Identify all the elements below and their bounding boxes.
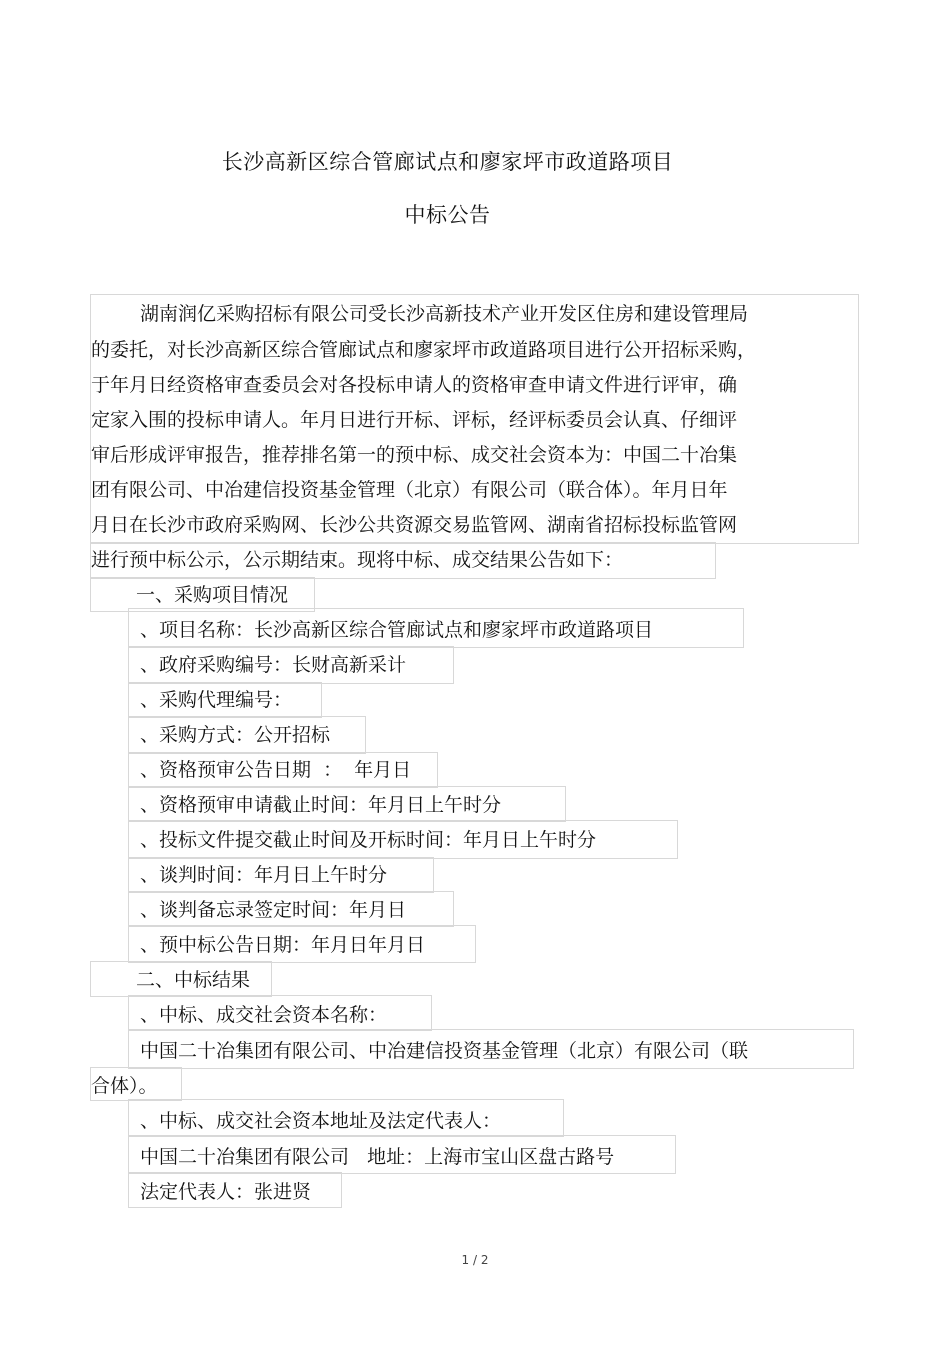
section-item: 、预中标公告日期：年月日年月日 bbox=[140, 934, 426, 956]
section-item: 、中标、成交社会资本名称： bbox=[140, 1004, 388, 1026]
section-item: 、投标文件提交截止时间及开标时间：年月日上午时分 bbox=[140, 829, 597, 851]
document-title: 长沙高新区综合管廊试点和廖家坪市政道路项目 bbox=[221, 150, 674, 174]
section-item: 、中标、成交社会资本地址及法定代表人： bbox=[140, 1110, 502, 1132]
intro-line: 进行预中标公示，公示期结束。现将中标、成交结果公告如下： bbox=[91, 549, 624, 571]
section-item: 中国二十冶集团有限公司 地址：上海市宝山区盘古路号 bbox=[140, 1146, 615, 1168]
section-heading: 二、中标结果 bbox=[136, 969, 251, 991]
section-item: 、谈判备忘录签定时间：年月日 bbox=[140, 899, 407, 921]
intro-line: 团有限公司、中冶建信投资基金管理（北京）有限公司（联合体）。年月日年 bbox=[91, 479, 728, 501]
intro-line: 于年月日经资格审查委员会对各投标申请人的资格审查申请文件进行评审，确 bbox=[91, 374, 738, 396]
intro-line: 湖南润亿采购招标有限公司受长沙高新技术产业开发区住房和建设管理局 bbox=[140, 303, 749, 325]
section-item: 、项目名称：长沙高新区综合管廊试点和廖家坪市政道路项目 bbox=[140, 619, 654, 641]
section-item: 、资格预审公告日期 ： 年月日 bbox=[140, 759, 412, 781]
intro-line: 的委托，对长沙高新区综合管廊试点和廖家坪市政道路项目进行公开招标采购， bbox=[91, 339, 757, 361]
section-item: 中国二十冶集团有限公司、中冶建信投资基金管理（北京）有限公司（联 bbox=[140, 1040, 749, 1062]
section-item: 合体）。 bbox=[91, 1075, 158, 1097]
section-item: 法定代表人：张进贤 bbox=[140, 1181, 312, 1203]
section-item: 、谈判时间：年月日上午时分 bbox=[140, 864, 388, 886]
section-heading: 一、采购项目情况 bbox=[136, 584, 289, 606]
intro-line: 审后形成评审报告，推荐排名第一的预中标、成交社会资本为：中国二十冶集 bbox=[91, 444, 738, 466]
intro-line: 月日在长沙市政府采购网、长沙公共资源交易监管网、湖南省招标投标监管网 bbox=[91, 514, 738, 536]
page-number: 1 / 2 bbox=[461, 1253, 489, 1267]
intro-line: 定家入围的投标申请人。年月日进行开标、评标，经评标委员会认真、仔细评 bbox=[91, 409, 738, 431]
document-subtitle: 中标公告 bbox=[404, 203, 491, 227]
section-item: 、资格预审申请截止时间：年月日上午时分 bbox=[140, 794, 502, 816]
section-item: 、政府采购编号：长财高新采计 bbox=[140, 654, 407, 676]
section-item: 、采购方式：公开招标 bbox=[140, 724, 331, 746]
section-item: 、采购代理编号： bbox=[140, 689, 293, 711]
